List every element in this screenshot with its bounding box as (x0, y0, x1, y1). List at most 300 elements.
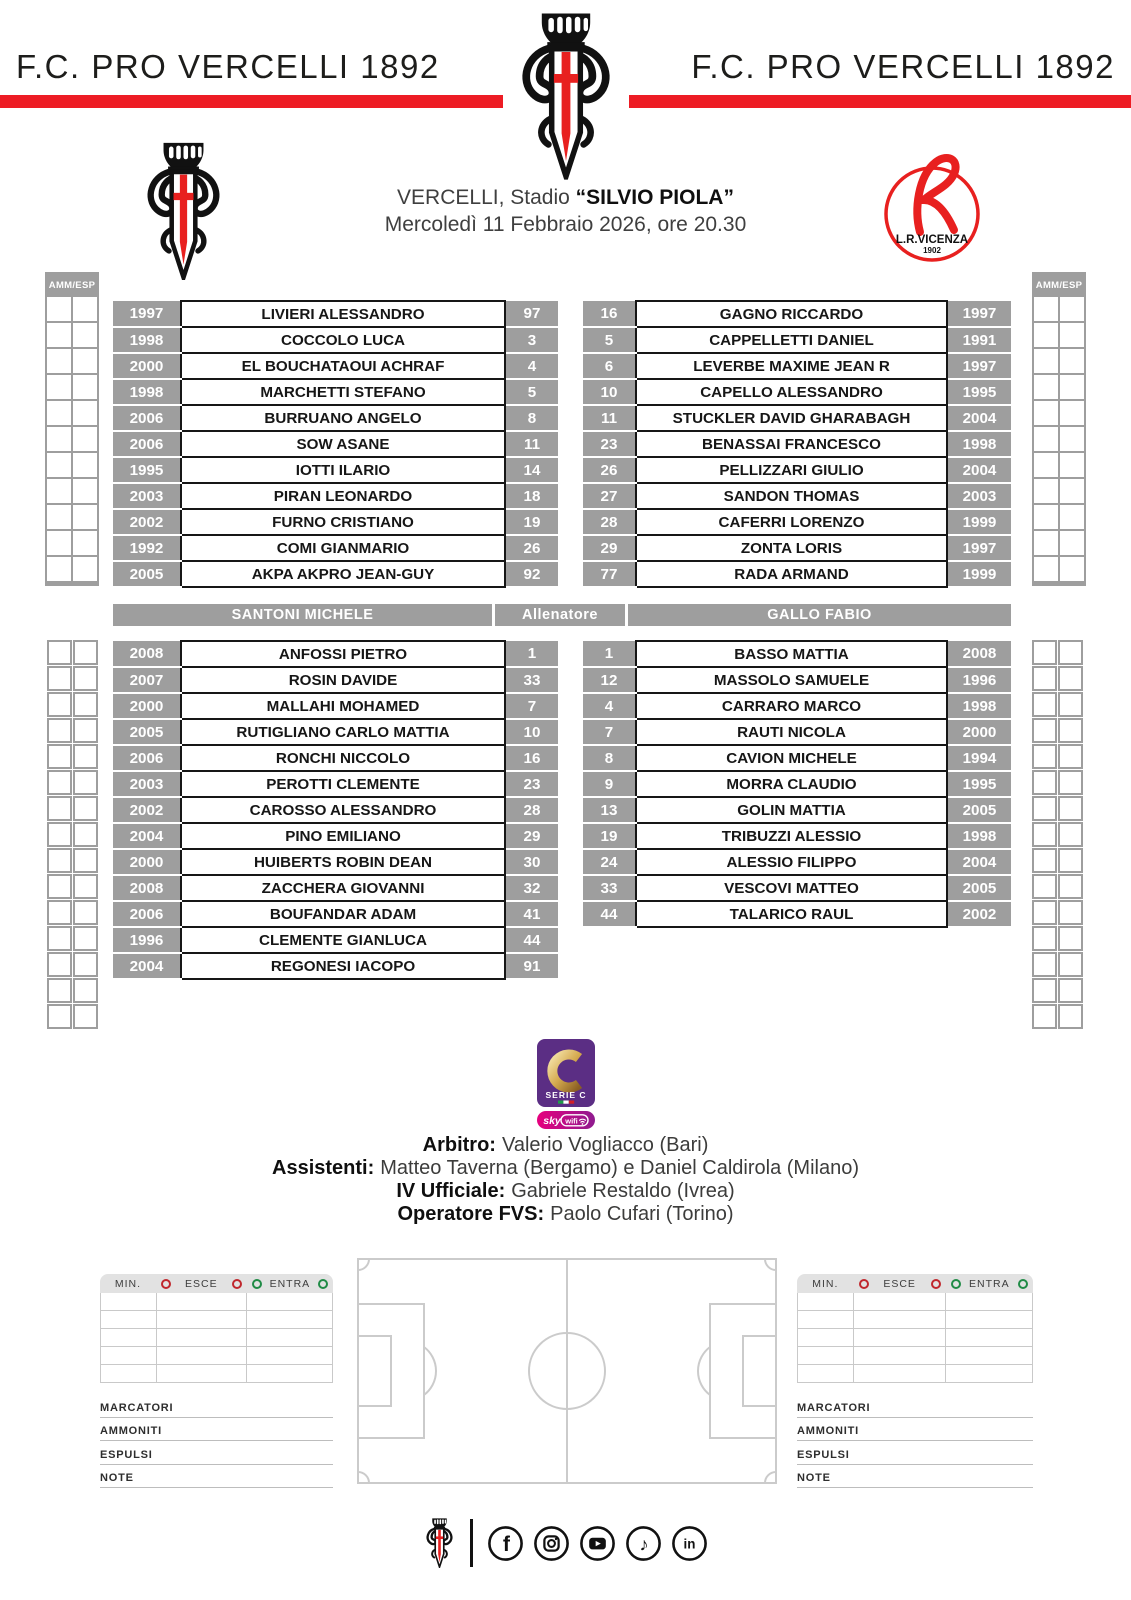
check-box-cell[interactable] (1058, 796, 1083, 821)
home-coach-name: SANTONI MICHELE (113, 604, 492, 626)
check-box-cell[interactable] (1058, 900, 1083, 925)
player-birth-year: 2004 (113, 823, 181, 849)
check-box-cell[interactable] (47, 926, 72, 951)
player-row (583, 431, 1011, 457)
player-row (113, 509, 558, 535)
check-box-cell[interactable] (1058, 692, 1083, 717)
player-out-icon (232, 1279, 242, 1289)
check-box-cell[interactable] (1032, 952, 1057, 977)
official-line (0, 1134, 1131, 1157)
player-row (113, 561, 558, 587)
check-box-cell[interactable] (47, 375, 71, 399)
check-box-cell[interactable] (73, 505, 97, 529)
check-box-cell[interactable] (73, 848, 98, 873)
substitution-cell[interactable] (854, 1329, 946, 1347)
check-box-cell[interactable] (73, 770, 98, 795)
check-box-cell[interactable] (1034, 531, 1058, 555)
check-box-cell[interactable] (73, 718, 98, 743)
check-box-cell[interactable] (73, 557, 97, 581)
check-box-cell[interactable] (1058, 926, 1083, 951)
serie-c-logo (536, 1038, 596, 1135)
player-number: 26 (583, 457, 636, 483)
player-birth-year: 2003 (113, 483, 181, 509)
player-out-icon (161, 1279, 171, 1289)
player-birth-year: 2006 (113, 901, 181, 927)
player-name: CAFERRI LORENZO (636, 509, 947, 535)
player-number: 1 (505, 641, 558, 667)
check-box-cell[interactable] (1034, 557, 1058, 581)
check-box-cell[interactable] (1032, 874, 1057, 899)
player-name: MALLAHI MOHAMED (181, 693, 505, 719)
substitution-cell[interactable] (157, 1311, 247, 1329)
note-row (797, 1441, 1033, 1465)
player-name: COCCOLO LUCA (181, 327, 505, 353)
substitution-cell[interactable] (157, 1347, 247, 1365)
substitution-cell[interactable] (854, 1347, 946, 1365)
substitution-cell[interactable] (946, 1293, 1033, 1311)
player-birth-year: 1992 (113, 535, 181, 561)
player-number: 77 (583, 561, 636, 587)
player-number: 92 (505, 561, 558, 587)
player-name: SANDON THOMAS (636, 483, 947, 509)
player-name: LIVIERI ALESSANDRO (181, 301, 505, 327)
check-box-cell[interactable] (1060, 349, 1084, 373)
player-name: ALESSIO FILIPPO (636, 849, 947, 875)
check-box-cell[interactable] (1034, 453, 1058, 477)
player-row (113, 719, 558, 745)
check-box-cell[interactable] (47, 822, 72, 847)
check-box-cell[interactable] (1034, 401, 1058, 425)
check-box-cell[interactable] (1032, 978, 1057, 1003)
player-row (583, 327, 1011, 353)
player-name: CARRARO MARCO (636, 693, 947, 719)
check-box-cell[interactable] (1060, 557, 1084, 581)
check-box-cell[interactable] (1032, 692, 1057, 717)
substitution-cell[interactable] (946, 1311, 1033, 1329)
substitution-cell[interactable] (854, 1365, 946, 1383)
player-name: RUTIGLIANO CARLO MATTIA (181, 719, 505, 745)
check-box-cell[interactable] (47, 978, 72, 1003)
player-number: 5 (583, 327, 636, 353)
min-header (797, 1278, 854, 1290)
check-box-cell[interactable] (1032, 900, 1057, 925)
player-row (113, 849, 558, 875)
player-birth-year: 2003 (113, 771, 181, 797)
player-name: ZACCHERA GIOVANNI (181, 875, 505, 901)
player-row (113, 797, 558, 823)
check-box-cell[interactable] (47, 427, 71, 451)
player-number: 29 (505, 823, 558, 849)
player-birth-year: 2002 (947, 901, 1011, 927)
player-birth-year: 2008 (113, 875, 181, 901)
facebook-icon[interactable] (487, 1525, 524, 1562)
player-birth-year: 1999 (947, 561, 1011, 587)
check-box-cell[interactable] (1032, 822, 1057, 847)
check-box-cell[interactable] (47, 666, 72, 691)
check-box-cell[interactable] (1034, 505, 1058, 529)
player-number: 91 (505, 953, 558, 979)
check-box-cell[interactable] (47, 848, 72, 873)
check-box-cell[interactable] (1034, 479, 1058, 503)
away-coach-name: GALLO FABIO (628, 604, 1011, 626)
check-box-cell[interactable] (1034, 323, 1058, 347)
player-number: 6 (583, 353, 636, 379)
official-role-label: IV Ufficiale: (396, 1180, 506, 1202)
player-birth-year: 1996 (947, 667, 1011, 693)
amm-esp-panel-away (1032, 272, 1086, 586)
player-row (113, 431, 558, 457)
substitution-cell[interactable] (946, 1329, 1033, 1347)
substitution-cell[interactable] (946, 1365, 1033, 1383)
player-name: PIRAN LEONARDO (181, 483, 505, 509)
substitution-cell[interactable] (854, 1311, 946, 1329)
substitution-cell[interactable] (798, 1311, 854, 1329)
check-box-cell[interactable] (73, 375, 97, 399)
check-box-cell[interactable] (73, 692, 98, 717)
vicenza-year-text: 1902 (923, 246, 941, 255)
player-number: 1 (583, 641, 636, 667)
player-name: TRIBUZZI ALESSIO (636, 823, 947, 849)
check-box-cell[interactable] (1034, 349, 1058, 373)
player-name: PINO EMILIANO (181, 823, 505, 849)
check-box-cell[interactable] (1060, 427, 1084, 451)
check-box-cell[interactable] (1032, 926, 1057, 951)
check-box-cell[interactable] (47, 479, 71, 503)
substitutions-header (100, 1274, 333, 1293)
check-box-cell[interactable] (47, 718, 72, 743)
check-box-cell[interactable] (1032, 666, 1057, 691)
check-box-cell[interactable] (1058, 952, 1083, 977)
notes-block (100, 1394, 333, 1488)
player-row (583, 823, 1011, 849)
official-role-label: Operatore FVS: (397, 1203, 545, 1225)
check-box-cell[interactable] (73, 666, 98, 691)
esce-header (854, 1278, 946, 1290)
player-number: 7 (505, 693, 558, 719)
player-birth-year: 2004 (947, 457, 1011, 483)
youtube-icon[interactable] (579, 1525, 616, 1562)
player-name: COMI GIANMARIO (181, 535, 505, 561)
player-number: 97 (505, 301, 558, 327)
check-box-cell[interactable] (47, 744, 72, 769)
instagram-icon[interactable] (533, 1525, 570, 1562)
check-box-cell[interactable] (47, 900, 72, 925)
check-box-cell[interactable] (1058, 770, 1083, 795)
check-box-cell[interactable] (73, 874, 98, 899)
player-birth-year: 1997 (113, 301, 181, 327)
check-box-cell[interactable] (47, 557, 71, 581)
player-birth-year: 1997 (947, 353, 1011, 379)
player-birth-year: 1998 (947, 823, 1011, 849)
check-box-cell[interactable] (47, 1004, 72, 1029)
player-row (583, 849, 1011, 875)
player-number: 16 (505, 745, 558, 771)
italy-flag-icon (558, 1101, 574, 1104)
check-box-cell[interactable] (47, 796, 72, 821)
substitutions-header (797, 1274, 1033, 1293)
player-number: 32 (505, 875, 558, 901)
player-row (113, 327, 558, 353)
player-birth-year: 2000 (113, 849, 181, 875)
official-name: Matteo Taverna (Bergamo) e Daniel Caldirola (Milano) (380, 1157, 859, 1179)
player-row (583, 719, 1011, 745)
check-box-cell[interactable] (47, 297, 71, 321)
player-name: BOUFANDAR ADAM (181, 901, 505, 927)
check-box-cell[interactable] (1032, 1004, 1057, 1029)
check-box-cell[interactable] (73, 349, 97, 373)
player-name: GOLIN MATTIA (636, 797, 947, 823)
check-box-cell[interactable] (73, 640, 98, 665)
note-row (797, 1394, 1033, 1418)
check-box-cell[interactable] (1058, 848, 1083, 873)
player-birth-year: 2006 (113, 405, 181, 431)
player-name: LEVERBE MAXIME JEAN R (636, 353, 947, 379)
player-name: CAPPELLETTI DANIEL (636, 327, 947, 353)
player-name: STUCKLER DAVID GHARABAGH (636, 405, 947, 431)
check-box-cell[interactable] (1058, 822, 1083, 847)
player-number: 44 (505, 927, 558, 953)
check-box-cell[interactable] (47, 401, 71, 425)
player-row (113, 823, 558, 849)
player-birth-year: 1997 (947, 301, 1011, 327)
player-name: ROSIN DAVIDE (181, 667, 505, 693)
player-row (113, 301, 558, 327)
player-birth-year: 1999 (947, 509, 1011, 535)
note-row (100, 1394, 333, 1418)
substitution-cell[interactable] (798, 1347, 854, 1365)
substitution-cell[interactable] (101, 1347, 157, 1365)
player-name: PEROTTI CLEMENTE (181, 771, 505, 797)
check-box-cell[interactable] (47, 505, 71, 529)
check-box-cell[interactable] (47, 692, 72, 717)
player-row (583, 745, 1011, 771)
player-name: MORRA CLAUDIO (636, 771, 947, 797)
player-name: RADA ARMAND (636, 561, 947, 587)
player-birth-year: 2000 (113, 353, 181, 379)
check-box-cell[interactable] (1060, 505, 1084, 529)
football-pitch (356, 1257, 778, 1490)
player-birth-year: 1996 (113, 927, 181, 953)
substitution-cell[interactable] (946, 1347, 1033, 1365)
sky-logo-text: sky (542, 1115, 561, 1127)
vicenza-name-text: L.R.VICENZA (895, 234, 969, 246)
check-box-cell[interactable] (1060, 453, 1084, 477)
check-box-cell[interactable] (47, 349, 71, 373)
player-birth-year: 1998 (947, 431, 1011, 457)
check-box-cell[interactable] (47, 453, 71, 477)
home-starters-table (113, 300, 558, 588)
substitution-cell[interactable] (101, 1365, 157, 1383)
substitution-cell[interactable] (798, 1365, 854, 1383)
entra-label: ENTRA (269, 1277, 311, 1290)
check-box-cell[interactable] (1032, 796, 1057, 821)
substitution-cell[interactable] (854, 1293, 946, 1311)
player-in-icon (252, 1279, 262, 1289)
player-birth-year: 2002 (113, 509, 181, 535)
substitution-cell[interactable] (247, 1329, 333, 1347)
check-box-cell[interactable] (73, 926, 98, 951)
check-box-cell[interactable] (73, 744, 98, 769)
player-row (583, 483, 1011, 509)
official-role-label: Assistenti: (272, 1157, 375, 1179)
check-box-cell[interactable] (73, 822, 98, 847)
player-number: 3 (505, 327, 558, 353)
check-box-cell[interactable] (1032, 848, 1057, 873)
player-name: CLEMENTE GIANLUCA (181, 927, 505, 953)
note-row (797, 1418, 1033, 1442)
note-row (100, 1418, 333, 1442)
check-box-cell[interactable] (1058, 718, 1083, 743)
check-box-cell[interactable] (73, 427, 97, 451)
player-row (583, 875, 1011, 901)
player-birth-year: 2004 (947, 849, 1011, 875)
player-number: 29 (583, 535, 636, 561)
player-row (583, 379, 1011, 405)
vicenza-logo (880, 146, 984, 269)
check-box-cell[interactable] (73, 1004, 98, 1029)
substitution-cell[interactable] (101, 1293, 157, 1311)
substitution-cell[interactable] (798, 1293, 854, 1311)
check-box-cell[interactable] (1058, 744, 1083, 769)
player-birth-year: 2005 (113, 561, 181, 587)
notes-block (797, 1394, 1033, 1488)
substitution-cell[interactable] (798, 1329, 854, 1347)
check-box-cell[interactable] (1032, 640, 1057, 665)
substitution-cell[interactable] (157, 1365, 247, 1383)
check-box-cell[interactable] (47, 531, 71, 555)
player-row (583, 509, 1011, 535)
player-name: CAVION MICHELE (636, 745, 947, 771)
substitution-cell[interactable] (247, 1311, 333, 1329)
svg-text:in: in (683, 1536, 696, 1552)
amm-esp-grid-away (1032, 297, 1086, 581)
player-row (583, 797, 1011, 823)
footer-divider (470, 1519, 473, 1567)
player-number: 13 (583, 797, 636, 823)
substitution-cell[interactable] (157, 1329, 247, 1347)
check-box-cell[interactable] (73, 952, 98, 977)
player-number: 14 (505, 457, 558, 483)
substitution-cell[interactable] (157, 1293, 247, 1311)
check-box-cell[interactable] (73, 453, 97, 477)
check-box-cell[interactable] (47, 640, 72, 665)
player-row (583, 561, 1011, 587)
substitution-cell[interactable] (101, 1329, 157, 1347)
player-name: ZONTA LORIS (636, 535, 947, 561)
player-row (583, 353, 1011, 379)
check-box-cell[interactable] (73, 479, 97, 503)
min-label: MIN. (114, 1277, 142, 1290)
check-box-cell[interactable] (73, 297, 97, 321)
check-box-cell[interactable] (1060, 531, 1084, 555)
check-box-cell[interactable] (47, 323, 71, 347)
player-row (113, 953, 558, 979)
check-box-cell[interactable] (1034, 375, 1058, 399)
entra-header (247, 1278, 333, 1290)
check-box-cell[interactable] (1058, 874, 1083, 899)
check-box-cell[interactable] (73, 900, 98, 925)
note-label: AMMONITI (100, 1425, 163, 1437)
player-number: 7 (583, 719, 636, 745)
player-row (583, 301, 1011, 327)
substitution-cell[interactable] (247, 1365, 333, 1383)
check-box-cell[interactable] (47, 770, 72, 795)
player-name: BENASSAI FRANCESCO (636, 431, 947, 457)
note-label: MARCATORI (797, 1401, 871, 1414)
player-birth-year: 1994 (947, 745, 1011, 771)
player-birth-year: 1995 (947, 771, 1011, 797)
substitution-cell[interactable] (101, 1311, 157, 1329)
pro-vercelli-crest-icon (511, 12, 621, 180)
check-box-cell[interactable] (1058, 978, 1083, 1003)
check-box-cell[interactable] (1034, 427, 1058, 451)
check-box-cell[interactable] (73, 531, 97, 555)
official-name: Paolo Cufari (Torino) (550, 1203, 734, 1225)
check-box-cell[interactable] (73, 978, 98, 1003)
entra-header (946, 1278, 1033, 1290)
check-box-cell[interactable] (1058, 666, 1083, 691)
check-box-cell[interactable] (1032, 718, 1057, 743)
check-box-cell[interactable] (1058, 640, 1083, 665)
check-box-cell[interactable] (73, 401, 97, 425)
esce-label: ESCE (185, 1277, 218, 1290)
substitutions-panel-away (797, 1274, 1033, 1488)
player-birth-year: 2005 (113, 719, 181, 745)
check-box-cell[interactable] (1060, 323, 1084, 347)
tiktok-icon[interactable] (625, 1525, 662, 1562)
check-box-cell[interactable] (47, 874, 72, 899)
check-box-cell[interactable] (1034, 297, 1058, 321)
check-box-cell[interactable] (73, 796, 98, 821)
substitution-cell[interactable] (247, 1293, 333, 1311)
check-box-cell[interactable] (1032, 770, 1057, 795)
substitution-cell[interactable] (247, 1347, 333, 1365)
player-row (113, 693, 558, 719)
player-row (113, 483, 558, 509)
check-box-cell[interactable] (73, 323, 97, 347)
away-bench-table (583, 640, 1011, 928)
check-box-cell[interactable] (1060, 297, 1084, 321)
player-birth-year: 2006 (113, 745, 181, 771)
check-box-cell[interactable] (1058, 1004, 1083, 1029)
vicenza-logo-icon (880, 146, 984, 264)
svg-text:♪: ♪ (639, 1532, 649, 1554)
player-row (113, 901, 558, 927)
check-box-cell[interactable] (1060, 401, 1084, 425)
note-label: ESPULSI (797, 1448, 850, 1461)
check-box-cell[interactable] (1032, 744, 1057, 769)
player-row (113, 353, 558, 379)
check-box-cell[interactable] (1060, 375, 1084, 399)
player-name: MARCHETTI STEFANO (181, 379, 505, 405)
away-starters-table (583, 300, 1011, 588)
check-box-cell[interactable] (1060, 479, 1084, 503)
note-row (797, 1465, 1033, 1489)
coach-label: Allenatore (495, 604, 625, 626)
check-box-cell[interactable] (47, 952, 72, 977)
player-birth-year: 2008 (947, 641, 1011, 667)
linkedin-icon[interactable] (671, 1525, 708, 1562)
min-header (100, 1278, 156, 1290)
serie-c-label: SERIE C (544, 1090, 587, 1100)
player-row (113, 641, 558, 667)
serie-c-logo-icon (536, 1038, 596, 1130)
official-name: Gabriele Restaldo (Ivrea) (511, 1180, 735, 1202)
player-number: 19 (583, 823, 636, 849)
player-birth-year: 2008 (113, 641, 181, 667)
player-number: 30 (505, 849, 558, 875)
player-birth-year: 1998 (113, 379, 181, 405)
